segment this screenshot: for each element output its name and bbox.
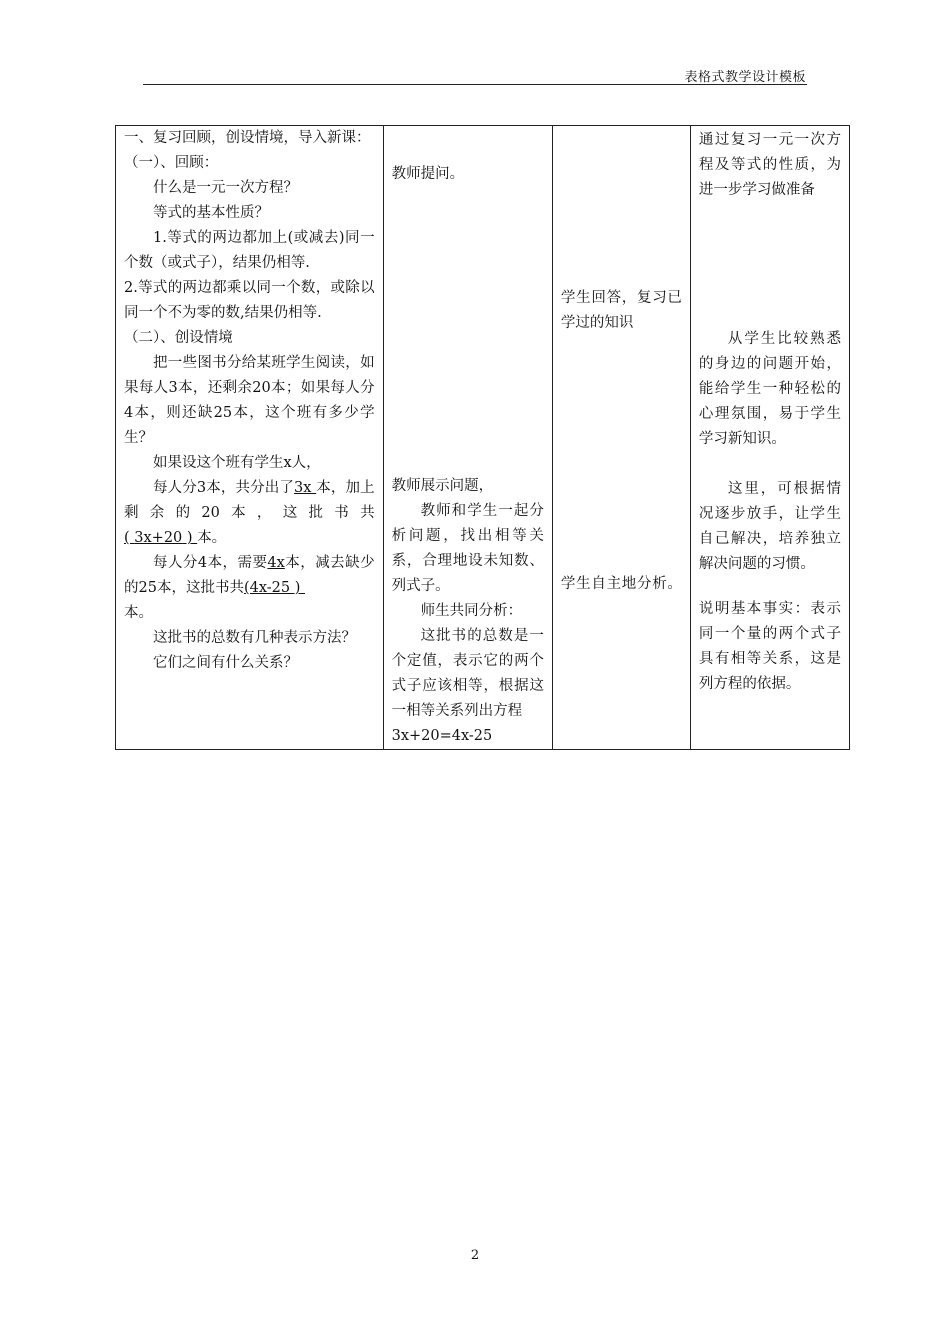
analysis-detail: 这批书的总数是一个定值，表示它的两个式子应该相等，根据这一相等关系列出方程 — [391, 628, 544, 719]
question-linear-equation: 什么是一元一次方程？ — [153, 180, 298, 196]
assumption: 如果设这个班有学生x人， — [153, 455, 321, 471]
teacher-shows-problem: 教师展示问题， — [391, 478, 494, 494]
expression-4x — [124, 551, 375, 626]
text-fragment: 本。 — [197, 530, 227, 546]
text-fragment: 本，减去缺少的25本，这批书共 — [124, 555, 375, 596]
design-intent-cell — [690, 126, 849, 750]
header-title: 表格式教学设计模板 — [684, 70, 806, 85]
blank-4x: 4x — [267, 555, 285, 571]
header-rule — [143, 84, 807, 85]
intent-review: 通过复习一元一次方程及等式的性质，为进一步学习做准备 — [698, 132, 841, 198]
text-fragment: 本，加上剩余的20本，这批书共 — [124, 480, 375, 521]
review-heading: （一）、回顾： — [124, 155, 219, 171]
lesson-table — [115, 125, 850, 750]
table-row — [116, 126, 850, 750]
text-fragment: 本。 — [124, 605, 153, 621]
question-equality-properties: 等式的基本性质？ — [153, 205, 269, 221]
teacher-asks: 教师提问。 — [391, 166, 465, 182]
question-relation: 它们之间有什么关系？ — [153, 655, 298, 671]
question-total: 这批书的总数有几种表示方法？ — [153, 630, 356, 646]
blank-3x: 3x — [294, 480, 312, 496]
expression-3x: 每人分3本，共分出了3x 本，加上剩余的20本，这批书共( 3x+20 ) 本。 — [124, 480, 375, 546]
intent-basic-fact: 说明基本事实：表示同一个量的两个式子具有相等关系，这是列方程的依据。 — [698, 601, 841, 692]
blank-3x-plus-20: 3x+20 — [134, 530, 183, 546]
section-intro: 一、复习回顾，创设情境，导入新课： — [124, 130, 371, 146]
joint-analysis: 师生共同分析： — [420, 603, 523, 619]
problem-statement: 把一些图书分给某班学生阅读，如果每人3本，还剩余20本；如果每人分4本，则还缺25本，这个班有多少学生？ — [124, 355, 375, 446]
page-number: 2 — [470, 1248, 480, 1263]
text-fragment: 每人分4本，需要 — [153, 555, 268, 571]
student-activity-cell — [552, 126, 690, 750]
teaching-content-cell — [116, 126, 384, 750]
intent-familiar: 从学生比较熟悉的身边的问题开始，能给学生一种轻松的心理氛围，易于学生学习新知识。 — [698, 331, 841, 447]
student-analysis: 学生自主地分析。 — [560, 576, 682, 592]
equation: 3x+20=4x-25 — [391, 728, 493, 744]
text-fragment: 每人分3本，共分出了 — [153, 480, 295, 496]
teacher-analyze: 教师和学生一起分析问题，找出相等关系，合理地设未知数、列式子。 — [391, 503, 544, 594]
student-answer: 学生回答，复习已学过的知识 — [560, 290, 682, 331]
intent-release: 这里，可根据情况逐步放手，让学生自己解决，培养独立解决问题的习惯。 — [698, 481, 841, 572]
scenario-heading: （二）、创设情境 — [124, 330, 233, 346]
property-1: 1.等式的两边都加上(或减去)同一个数（或式子），结果仍相等. — [124, 230, 375, 271]
blank-4x-minus-25: (4x-25 ) — [243, 580, 301, 596]
teacher-activity-cell — [383, 126, 552, 750]
property-2: 2.等式的两边都乘以同一个数，或除以同一个不为零的数,结果仍相等. — [124, 280, 375, 321]
